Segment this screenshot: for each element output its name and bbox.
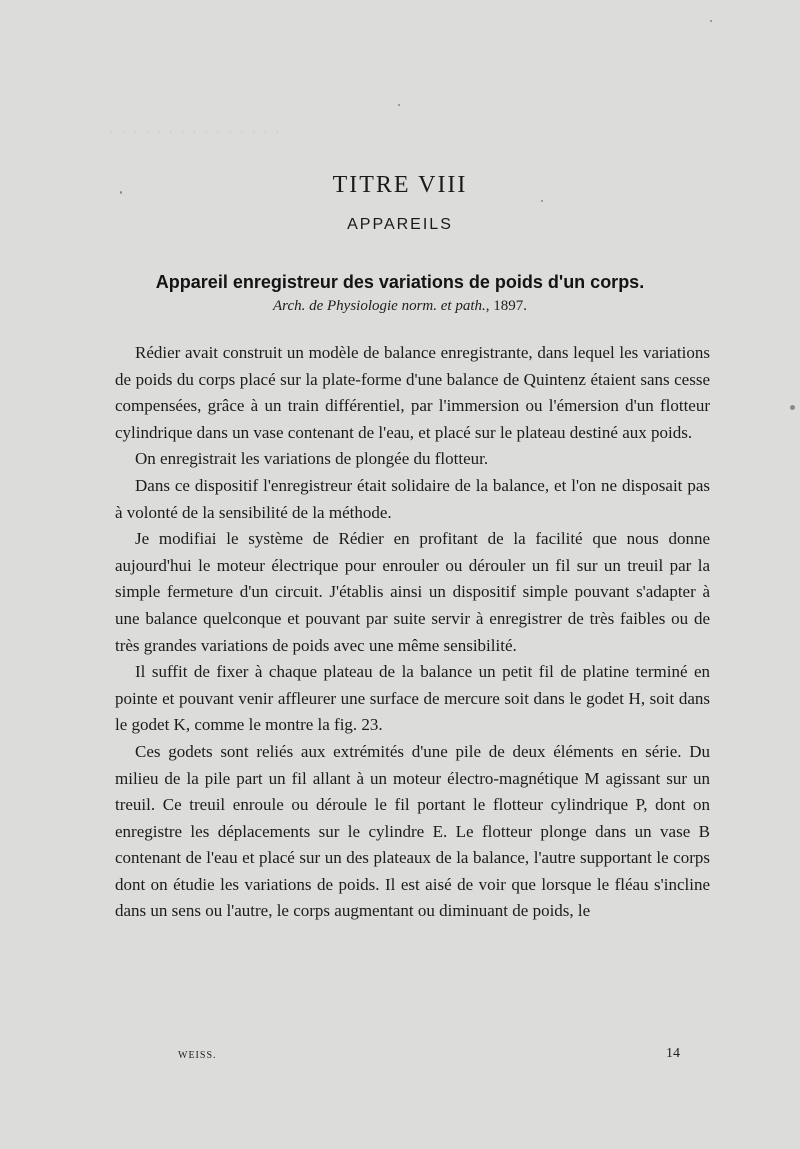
paragraph: Rédier avait construit un modèle de balance enregistrante, dans lequel les variations de poids du corps placé sur la plate-forme d'une balance de Quintenz étaient sans cesse compensées, grâce à un train différentiel, par l'immersion ou l'émersion d'un flotteur cylindrique dans un vase contenant de l'eau, et placé sur le plateau destiné aux poids. bbox=[115, 343, 710, 442]
page-number: 14 bbox=[666, 1046, 680, 1061]
bleed-through-decoration: · · · · · · · · · · · · · · · bbox=[110, 128, 282, 139]
section-heading: APPAREILS bbox=[347, 216, 453, 233]
speck bbox=[541, 200, 543, 202]
speck bbox=[790, 405, 795, 410]
paragraph: Il suffit de fixer à chaque plateau de la balance un petit fil de platine terminé en pointe et pouvant venir affleurer une surface de mercure soit dans le godet H, soit dans le godet K, comme le montre la fig. 23. bbox=[115, 662, 710, 735]
paragraph: Ces godets sont reliés aux extrémités d'une pile de deux éléments en série. Du milieu de la pile part un fil allant à un moteur électro-magnétique M agissant sur un treuil. Ce treuil enroule ou déroule le fil portant le flotteur cylindrique P, dont on enregistre les déplacements sur le cylindre E. Le flotteur plonge dans un vase B contenant de l'eau et placé sur un des plateaux de la balance, l'autre supportant le corps dont on étudie les variations de poids. Il est aisé de voir que lorsque le fléau s'incline dans un sens ou l'autre, le corps augmentant ou diminuant de poids, le bbox=[115, 741, 710, 921]
body-text bbox=[115, 340, 710, 925]
citation-year: , 1897. bbox=[485, 298, 527, 314]
speck bbox=[398, 104, 400, 106]
article-title: Appareil enregistreur des variations de poids d'un corps. bbox=[155, 272, 645, 292]
speck bbox=[710, 20, 712, 22]
paragraph: On enregistrait les variations de plongée du flotteur. bbox=[135, 449, 489, 469]
speck bbox=[120, 191, 122, 194]
part-title: TITRE VIII bbox=[332, 172, 468, 198]
paragraph: Dans ce dispositif l'enregistreur était solidaire de la balance, et l'on ne disposait pas à volonté de la sensibilité de la méthode. bbox=[115, 475, 710, 522]
article-citation bbox=[0, 298, 800, 315]
paragraph: Je modifiai le système de Rédier en profitant de la facilité que nous donne aujourd'hui le moteur électrique pour enrouler ou dérouler un fil sur un treuil par la simple fermeture d'un circuit. J'établis ainsi un dispositif simple pouvant s'adapter à une balance quelconque et pouvant par suite servir à enregistrer de très faibles ou de très grandes variations de poids avec une même sensibilité. bbox=[115, 529, 710, 655]
footer-author: WEISS. bbox=[178, 1050, 217, 1061]
citation-journal: Arch. de Physiologie norm. et path. bbox=[273, 298, 486, 314]
